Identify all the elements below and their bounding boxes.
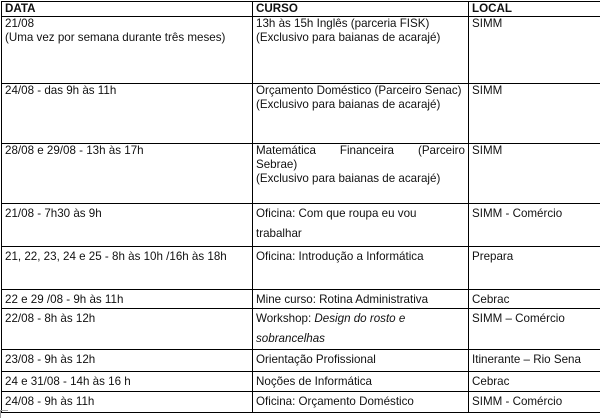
local-cell: SIMM [469,144,600,204]
local-cell: SIMM - Comércio [469,392,600,413]
date-cell [2,309,253,350]
header-date: DATA [2,2,253,17]
table-row [2,84,600,144]
date-cell [2,350,253,372]
date-cell [2,204,253,247]
date-cell [2,290,253,309]
date-text: 28/08 e 29/08 - 13h às 17h [5,144,144,157]
course-emphasis: Design do rosto e sobrancelhas [256,312,406,345]
course-cell [253,84,469,144]
date-cell [2,392,253,413]
local-cell: SIMM – Comércio [469,309,600,350]
course-text: Orientação Profissional [256,353,376,366]
table-row [2,144,600,204]
table-row [2,247,600,290]
course-note: (Exclusivo para baianas de acarajé) [256,172,441,185]
table-row [2,290,600,309]
date-text: 24/08 - das 9h às 11h [5,84,117,97]
course-text: Oficina: Orçamento Doméstico [256,395,414,408]
local-cell: SIMM - Comércio [469,204,600,247]
page-corner-mark [0,410,8,418]
date-text: 21/08 - 7h30 às 9h [5,207,102,220]
course-cell [253,350,469,372]
local-cell: Cebrac [469,290,600,309]
date-cell [2,144,253,204]
header-row [2,2,600,17]
date-text: 24 e 31/08 - 14h às 16 h [5,375,131,388]
local-cell: Cebrac [469,372,600,392]
local-cell: Prepara [469,247,600,290]
date-text: 24/08 - 9h às 11h [5,395,95,408]
table-row [2,372,600,392]
course-cell [253,309,469,350]
course-text: Orçamento Doméstico (Parceiro Senac) [256,84,462,97]
local-cell: SIMM [469,17,600,84]
course-text: Matemática Financeira (Parceiro Sebrae) [256,144,465,171]
date-cell [2,84,253,144]
course-note: (Exclusivo para baianas de acarajé) [256,31,441,44]
course-cell [253,204,469,247]
course-cell [253,144,469,204]
course-text: Noções de Informática [256,375,372,388]
table-row [2,17,600,84]
local-cell: Itinerante – Rio Sena [469,350,600,372]
course-cell [253,372,469,392]
table-row [2,392,600,413]
date-text: 21/08 [5,17,35,30]
date-text: 22 e 29 /08 - 9h às 11h [5,293,124,306]
date-cell [2,372,253,392]
course-cell [253,247,469,290]
course-text: Oficina: Introdução a Informática [256,250,424,263]
course-cell [253,290,469,309]
course-cell [253,17,469,84]
header-course: CURSO [253,2,469,17]
course-text: 13h às 15h Inglês (parceria FISK) [256,17,430,30]
course-note: (Exclusivo para baianas de acarajé) [256,98,441,111]
course-cell [253,392,469,413]
table-row [2,204,600,247]
date-cell [2,247,253,290]
date-text: 23/08 - 9h às 12h [5,353,96,366]
table-row [2,309,600,350]
header-local: LOCAL [469,2,600,17]
date-text: 21, 22, 23, 24 e 25 - 8h às 10h /16h às 18h [5,250,227,263]
date-text: 22/08 - 8h às 12h [5,312,96,325]
course-text: Oficina: Com que roupa eu vou trabalhar [256,207,417,240]
date-cell [2,17,253,84]
course-text: Workshop: [256,312,315,325]
table-row [2,350,600,372]
course-text: Mine curso: Rotina Administrativa [256,293,429,306]
local-cell: SIMM [469,84,600,144]
courses-table [1,1,600,413]
date-note: (Uma vez por semana durante três meses) [5,31,226,44]
